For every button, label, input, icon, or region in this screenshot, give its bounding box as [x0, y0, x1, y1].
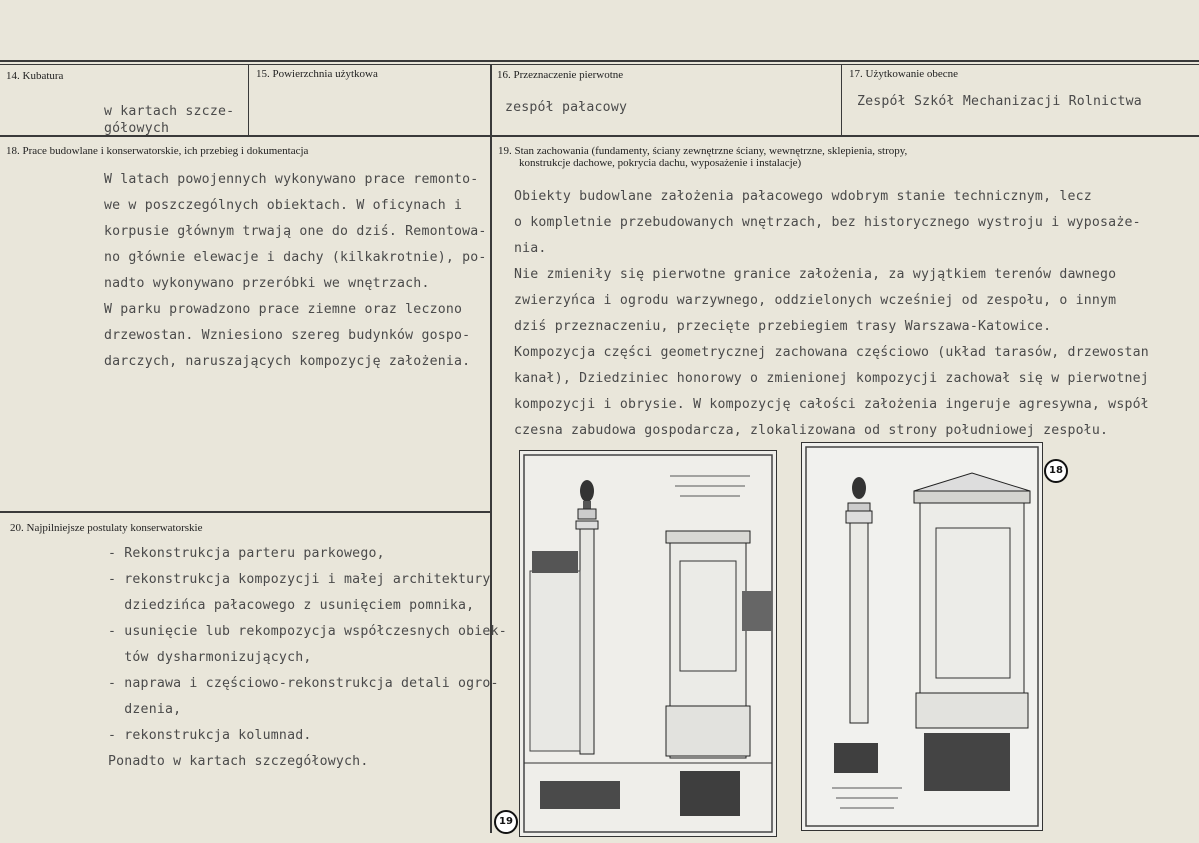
field-19-line: kompozycji i obrysie. W kompozycję całości założenia ingeruje agresywna, współ — [514, 397, 1149, 412]
field-17-label: 17. Użytkowanie obecne — [849, 68, 959, 80]
field-20-text — [108, 546, 507, 780]
field-14-label: 14. Kubatura — [6, 70, 64, 82]
field-18-line: nadto wykonywano przeróbki we wnętrzach. — [104, 276, 430, 291]
field-16-value: zespół pałacowy — [505, 100, 628, 115]
field-18-line: we w poszczególnych obiektach. W oficynach i — [104, 198, 463, 213]
field-18-line: W parku prowadzono prace ziemne oraz leczono — [104, 302, 463, 317]
field-18-label: 18. Prace budowlane i konserwatorskie, ich przebieg i dokumentacja — [6, 145, 309, 157]
field-19-line: zwierzyńca i ogrodu warzywnego, oddzielonych wcześniej od zespołu, o innym — [514, 293, 1117, 308]
photo-number-stamp-right: 18 — [1044, 459, 1068, 483]
gate-drawing-photo-right — [801, 442, 1043, 831]
header-rule — [0, 64, 1199, 65]
field-19-text — [514, 189, 1149, 449]
field-20-line: - usunięcie lub rekompozycja współczesnych obiek- — [108, 624, 507, 639]
field-14-value-line2: gółowych — [104, 121, 170, 136]
field-19-label-line1: 19. Stan zachowania (fundamenty, ściany zewnętrzne ściany, wewnętrzne, sklepienia, stropy, — [498, 145, 908, 157]
field-19-line: Obiekty budowlane założenia pałacowego wdobrym stanie technicznym, lecz — [514, 189, 1092, 204]
field-19-line: o kompletnie przebudowanych wnętrzach, bez historycznego wystroju i wyposaże- — [514, 215, 1141, 230]
field-19-line: Nie zmieniły się pierwotne granice założenia, za wyjątkiem terenów dawnego — [514, 267, 1117, 282]
field-18-line: W latach powojennych wykonywano prace remonto- — [104, 172, 479, 187]
field-18-text — [104, 172, 487, 380]
field-19-line: dziś przeznaczeniu, przecięte przebiegiem trasy Warszawa-Katowice. — [514, 319, 1052, 334]
field-19-line: nia. — [514, 241, 547, 256]
row-divider-2 — [0, 511, 492, 513]
field-20-line: - Rekonstrukcja parteru parkowego, — [108, 546, 385, 561]
photo-number-stamp-left: 19 — [494, 810, 518, 834]
field-19-line: Kompozycja części geometrycznej zachowana częściowo (układ tarasów, drzewostan — [514, 345, 1149, 360]
field-19-label-line2: konstrukcje dachowe, pokrycia dachu, wyposażenie i instalacje) — [519, 157, 802, 169]
field-18-line: darczych, naruszających kompozycję założenia. — [104, 354, 471, 369]
row-divider-1 — [0, 135, 1199, 137]
top-rule — [0, 60, 1199, 62]
field-20-line: dziedzińca pałacowego z usunięciem pomnika, — [108, 598, 475, 613]
field-15-label: 15. Powierzchnia użytkowa — [256, 68, 378, 80]
col-divider-3 — [841, 64, 842, 136]
field-20-line: dzenia, — [108, 702, 182, 717]
field-17-value: Zespół Szkół Mechanizacji Rolnictwa — [857, 94, 1142, 109]
gate-drawing-photo-left — [519, 450, 777, 837]
field-20-line: - rekonstrukcja kompozycji i małej architektury — [108, 572, 491, 587]
field-16-label: 16. Przeznaczenie pierwotne — [497, 69, 624, 81]
field-18-line: drzewostan. Wzniesiono szereg budynków gospo- — [104, 328, 471, 343]
field-18-line: no głównie elewacje i dachy (kilkakrotnie), po- — [104, 250, 487, 265]
field-14-value-line1: w kartach szcze- — [104, 104, 235, 119]
field-20-line: - naprawa i częściowo-rekonstrukcja detali ogro- — [108, 676, 499, 691]
field-18-line: korpusie głównym trwają one do dziś. Remontowa- — [104, 224, 487, 239]
gate-pillar-drawing-left — [520, 451, 776, 836]
field-20-label: 20. Najpilniejsze postulaty konserwatorskie — [10, 522, 203, 534]
field-19-line: kanał), Dziedziniec honorowy o zmienionej kompozycji zachował się w pierwotnej — [514, 371, 1149, 386]
gate-pillar-drawing-right — [802, 443, 1042, 830]
field-19-line: czesna zabudowa gospodarcza, zlokalizowana od strony południowej zespołu. — [514, 423, 1109, 438]
field-20-line: tów dysharmonizujących, — [108, 650, 312, 665]
field-20-line: - rekonstrukcja kolumnad. — [108, 728, 312, 743]
col-divider-1 — [248, 64, 249, 136]
field-20-line: Ponadto w kartach szczegółowych. — [108, 754, 369, 769]
